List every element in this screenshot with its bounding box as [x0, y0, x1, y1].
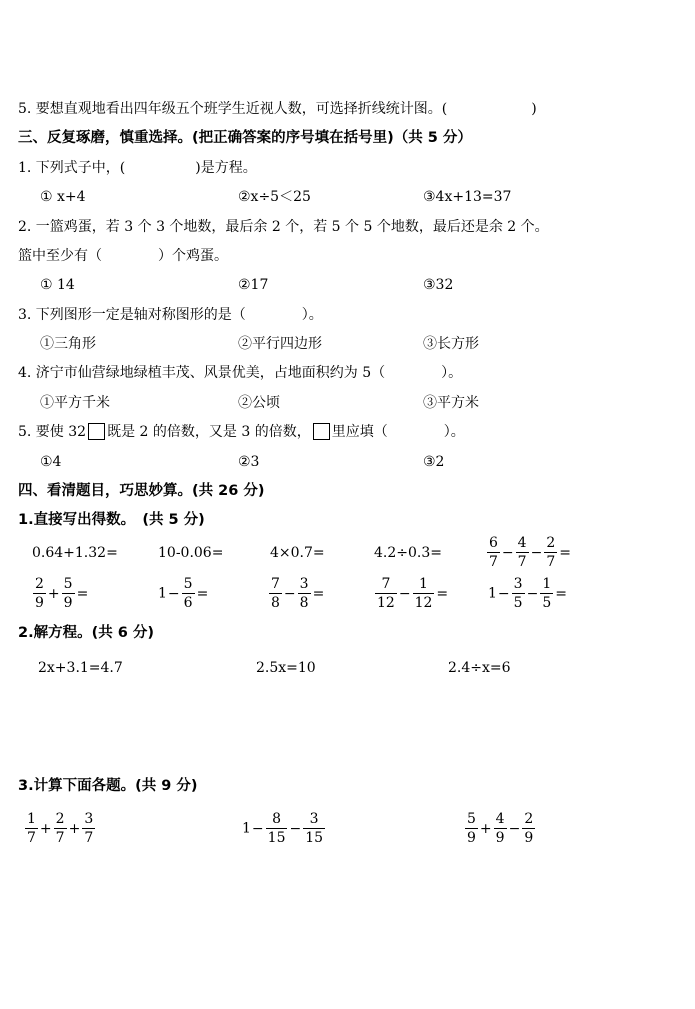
judge-question-5: 5. 要想直观地看出四年级五个班学生近视人数，可选择折线统计图。( )	[18, 101, 537, 117]
choice-q4-stem: 4. 济宁市仙营绿地绿植丰茂、风景优美，占地面积约为 5（ ）。	[18, 365, 463, 381]
choice-q5-stem	[18, 422, 465, 442]
section-3-title: 三、反复琢磨，慎重选择。(把正确答案的序号填在括号里)（共 5 分）	[18, 130, 472, 146]
oral-calc-6: $\frac{2}{9}$ + $\frac{5}{9}$ =	[35, 576, 89, 611]
choice-q5-post: 里应填（ ）。	[331, 424, 465, 440]
oral-calc-3: 4×0.7=	[270, 545, 325, 561]
fraction: $\frac{4}{9}$	[495, 811, 505, 846]
choice-q2-stem-1: 2. 一篮鸡蛋，若 3 个 3 个地数，最后余 2 个，若 5 个 5 个地数，最后还是余 2 个。	[18, 219, 549, 235]
choice-q4-opt1: ①平方千米	[40, 395, 110, 411]
fraction: $\frac{3}{8}$	[299, 576, 309, 611]
oral-calc-4: 4.2÷0.3=	[374, 545, 442, 561]
oral-calc-7: 1− $\frac{5}{6}$ =	[158, 576, 209, 611]
choice-q2-opt1: ① 14	[40, 277, 75, 293]
calc-3: $\frac{5}{9}$ + $\frac{4}{9}$ − $\frac{2}{9}$	[467, 811, 534, 846]
fraction: $\frac{3}{5}$	[513, 576, 523, 611]
fraction: $\frac{5}{9}$	[63, 576, 73, 611]
equation-3: 2.4÷x=6	[448, 660, 511, 676]
equation-2: 2.5x=10	[256, 660, 316, 676]
choice-q4-opt2: ②公顷	[238, 395, 280, 411]
fraction: $\frac{1}{12}$	[414, 576, 433, 611]
fraction: $\frac{2}{9}$	[35, 576, 44, 611]
choice-q5-pre: 5. 要使 32	[18, 424, 87, 440]
choice-q5-opt1: ①4	[40, 454, 62, 470]
choice-q3-opt3: ③长方形	[423, 336, 479, 352]
calc-2: 1− $\frac{8}{15}$ − $\frac{3}{15}$	[242, 811, 324, 846]
blank-box	[88, 423, 105, 440]
fraction: $\frac{4}{7}$	[517, 535, 527, 570]
fraction: $\frac{7}{12}$	[377, 576, 395, 611]
choice-q1-opt2: ②x÷5＜25	[238, 189, 311, 205]
choice-q1-stem: 1. 下列式子中，( )是方程。	[18, 160, 257, 176]
choice-q5-opt3: ③2	[423, 454, 445, 470]
part-2-title: 2.解方程。(共 6 分)	[18, 625, 155, 641]
choice-q4-opt3: ③平方米	[423, 395, 479, 411]
choice-q5-opt2: ②3	[238, 454, 260, 470]
equation-1: 2x+3.1=4.7	[38, 660, 123, 676]
fraction: $\frac{8}{15}$	[267, 811, 286, 846]
fraction: $\frac{5}{6}$	[183, 576, 193, 611]
oral-calc-1: 0.64+1.32=	[32, 545, 118, 561]
calc-1: $\frac{1}{7}$ + $\frac{2}{7}$ + $\frac{3}{7}$	[27, 811, 94, 846]
choice-q1-opt1: ① x+4	[40, 189, 86, 205]
part-3-title: 3.计算下面各题。(共 9 分)	[18, 778, 198, 794]
blank-box	[313, 423, 330, 440]
fraction: $\frac{2}{9}$	[524, 811, 534, 846]
choice-q1-opt3: ③4x+13=37	[423, 189, 512, 205]
section-4-title: 四、看清题目，巧思妙算。(共 26 分)	[18, 483, 265, 499]
oral-calc-10: 1− $\frac{3}{5}$ − $\frac{1}{5}$ =	[488, 576, 567, 611]
fraction: $\frac{3}{15}$	[305, 811, 324, 846]
oral-calc-2: 10-0.06=	[158, 545, 224, 561]
oral-calc-5: $\frac{6}{7}$ − $\frac{4}{7}$ − $\frac{2}{7}$ =	[489, 535, 571, 570]
choice-q5-mid: 既是 2 的倍数，又是 3 的倍数，	[107, 424, 311, 440]
fraction: $\frac{2}{7}$	[55, 811, 65, 846]
oral-calc-9: $\frac{7}{12}$ − $\frac{1}{12}$ =	[377, 576, 449, 611]
choice-q2-opt2: ②17	[238, 277, 269, 293]
choice-q3-opt2: ②平行四边形	[238, 336, 322, 352]
fraction: $\frac{1}{5}$	[542, 576, 552, 611]
choice-q2-stem-2: 篮中至少有（ ）个鸡蛋。	[18, 248, 228, 264]
fraction: $\frac{3}{7}$	[84, 811, 94, 846]
choice-q2-opt3: ③32	[423, 277, 454, 293]
choice-q3-stem: 3. 下列图形一定是轴对称图形的是（ ）。	[18, 307, 323, 323]
fraction: $\frac{1}{7}$	[27, 811, 36, 846]
oral-calc-8: $\frac{7}{8}$ − $\frac{3}{8}$ =	[271, 576, 325, 611]
part-1-title: 1.直接写出得数。 (共 5 分)	[18, 512, 205, 528]
fraction: $\frac{6}{7}$	[489, 535, 498, 570]
fraction: $\frac{5}{9}$	[467, 811, 476, 846]
fraction: $\frac{2}{7}$	[546, 535, 556, 570]
choice-q3-opt1: ①三角形	[40, 336, 96, 352]
fraction: $\frac{7}{8}$	[271, 576, 280, 611]
